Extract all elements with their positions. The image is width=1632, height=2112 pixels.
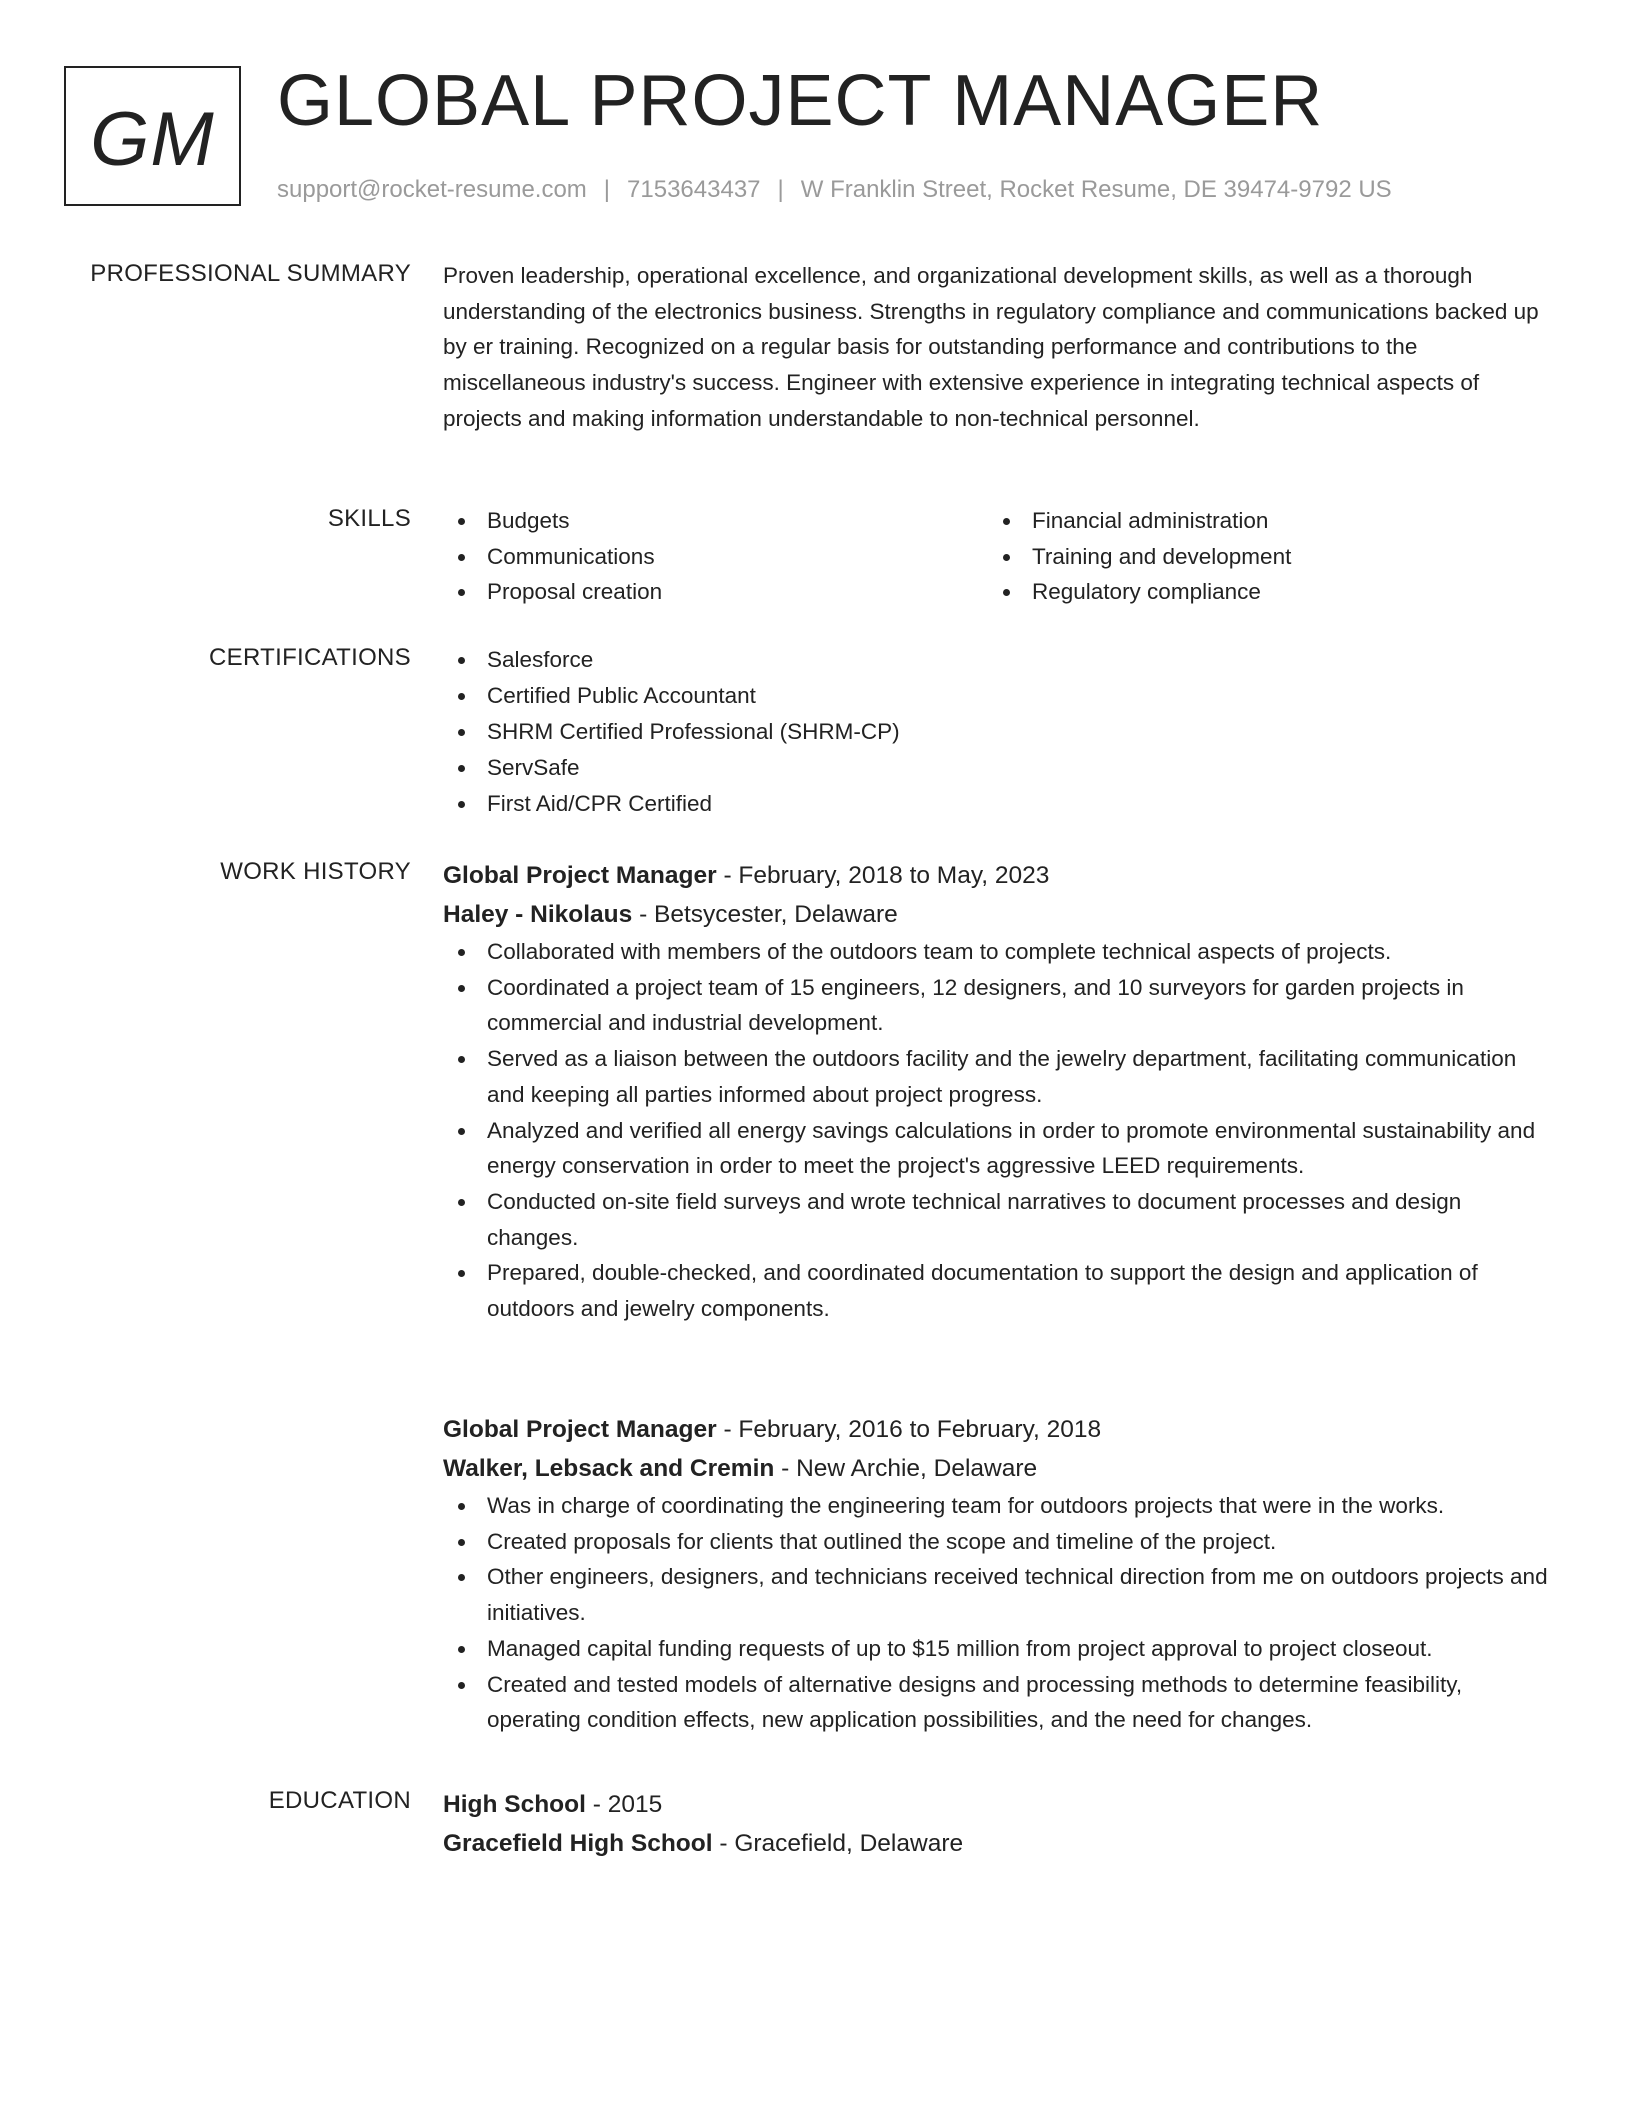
job-title: Global Project Manager (443, 862, 717, 889)
contact-separator: | (777, 176, 784, 203)
skill-item: Proposal creation (443, 574, 988, 610)
certifications-list (443, 642, 1553, 822)
education-location: - Gracefield, Delaware (712, 1830, 964, 1857)
contact-separator: | (603, 176, 611, 203)
certification-item: ServSafe (443, 750, 1553, 786)
skills-column-left (443, 503, 988, 610)
education-school-line (443, 1824, 1553, 1863)
job-bullet: Created proposals for clients that outlined the scope and timeline of the project. (443, 1524, 1553, 1560)
skills-grid (443, 503, 1553, 610)
certification-item: First Aid/CPR Certified (443, 786, 1553, 822)
education-body (443, 1785, 1553, 1863)
resume-title: GLOBAL PROJECT MANAGER (277, 61, 1324, 141)
job-title-line (443, 1410, 1553, 1449)
job-location: - New Archie, Delaware (774, 1455, 1038, 1482)
job-company: Walker, Lebsack and Cremin (443, 1455, 775, 1482)
monogram-initials: GM (90, 96, 215, 182)
education-degree: High School (443, 1791, 586, 1818)
job-title: Global Project Manager (443, 1416, 717, 1443)
skills-column-right (988, 503, 1533, 610)
certifications-body (443, 642, 1553, 822)
skill-item: Financial administration (988, 503, 1533, 539)
job-bullet: Managed capital funding requests of up to $15 million from project approval to project closeout. (443, 1631, 1553, 1667)
section-label-education: EDUCATION (268, 1787, 411, 1814)
job-title-line (443, 856, 1553, 895)
job-bullets (443, 934, 1553, 1327)
skill-item: Training and development (988, 539, 1533, 575)
job-dates: - February, 2016 to February, 2018 (716, 1416, 1102, 1443)
skills-body (443, 503, 1553, 610)
skill-item: Regulatory compliance (988, 574, 1533, 610)
section-label-skills: SKILLS (327, 505, 411, 532)
contact-phone: 7153643437 (627, 176, 761, 203)
monogram-box (64, 66, 241, 206)
certification-item: Certified Public Accountant (443, 678, 1553, 714)
job-bullet: Other engineers, designers, and technicians received technical direction from me on outdoors projects and initiatives. (443, 1559, 1553, 1630)
education-degree-line (443, 1785, 1553, 1824)
section-label-work-history: WORK HISTORY (220, 858, 411, 885)
job-bullet: Coordinated a project team of 15 engineers, 12 designers, and 10 surveyors for garden projects in commercial and industrial development. (443, 970, 1553, 1041)
job-bullet: Analyzed and verified all energy savings calculations in order to promote environmental sustainability and energy conservation in order to meet the project's aggressive LEED requirements. (443, 1113, 1553, 1184)
job-entry (443, 856, 1553, 1327)
job-dates: - February, 2018 to May, 2023 (716, 862, 1050, 889)
job-bullet: Served as a liaison between the outdoors facility and the jewelry department, facilitating communication and keeping all parties informed about project progress. (443, 1041, 1553, 1112)
job-entry (443, 1410, 1553, 1738)
work-history-body-2 (443, 1410, 1553, 1738)
certification-item: SHRM Certified Professional (SHRM-CP) (443, 714, 1553, 750)
job-location: - Betsycester, Delaware (632, 901, 898, 928)
education-year: - 2015 (585, 1791, 663, 1818)
job-bullet: Prepared, double-checked, and coordinated documentation to support the design and application of outdoors and jewelry components. (443, 1255, 1553, 1326)
job-bullet: Was in charge of coordinating the engineering team for outdoors projects that were in the works. (443, 1488, 1553, 1524)
job-company-line (443, 895, 1553, 934)
job-bullet: Collaborated with members of the outdoors team to complete technical aspects of projects. (443, 934, 1553, 970)
section-label-summary: PROFESSIONAL SUMMARY (90, 260, 411, 287)
contact-email: support@rocket-resume.com (277, 176, 587, 203)
section-label-certifications: CERTIFICATIONS (209, 644, 411, 671)
skill-item: Budgets (443, 503, 988, 539)
certification-item: Salesforce (443, 642, 1553, 678)
contact-address: W Franklin Street, Rocket Resume, DE 39474-9792 US (800, 176, 1392, 203)
skill-item: Communications (443, 539, 988, 575)
education-school: Gracefield High School (443, 1830, 713, 1857)
job-bullet: Conducted on-site field surveys and wrote technical narratives to document processes and design changes. (443, 1184, 1553, 1255)
job-company-line (443, 1449, 1553, 1488)
job-bullets (443, 1488, 1553, 1738)
summary-text: Proven leadership, operational excellence, and organizational development skills, as well as a thorough understanding of the electronics business. Strengths in regulatory compliance and communications backed up by er training. Recognized on a regular basis for outstanding performance and contributions to the miscellaneous industry's success. Engineer with extensive experience in integrating technical aspects of projects and making information understandable to non-technical personnel. (443, 263, 1539, 431)
summary-body (443, 258, 1553, 437)
job-company: Haley - Nikolaus (443, 901, 633, 928)
work-history-body (443, 856, 1553, 1327)
contact-line (277, 174, 1392, 206)
job-bullet: Created and tested models of alternative designs and processing methods to determine feasibility, operating condition effects, new application possibilities, and the need for changes. (443, 1667, 1553, 1738)
